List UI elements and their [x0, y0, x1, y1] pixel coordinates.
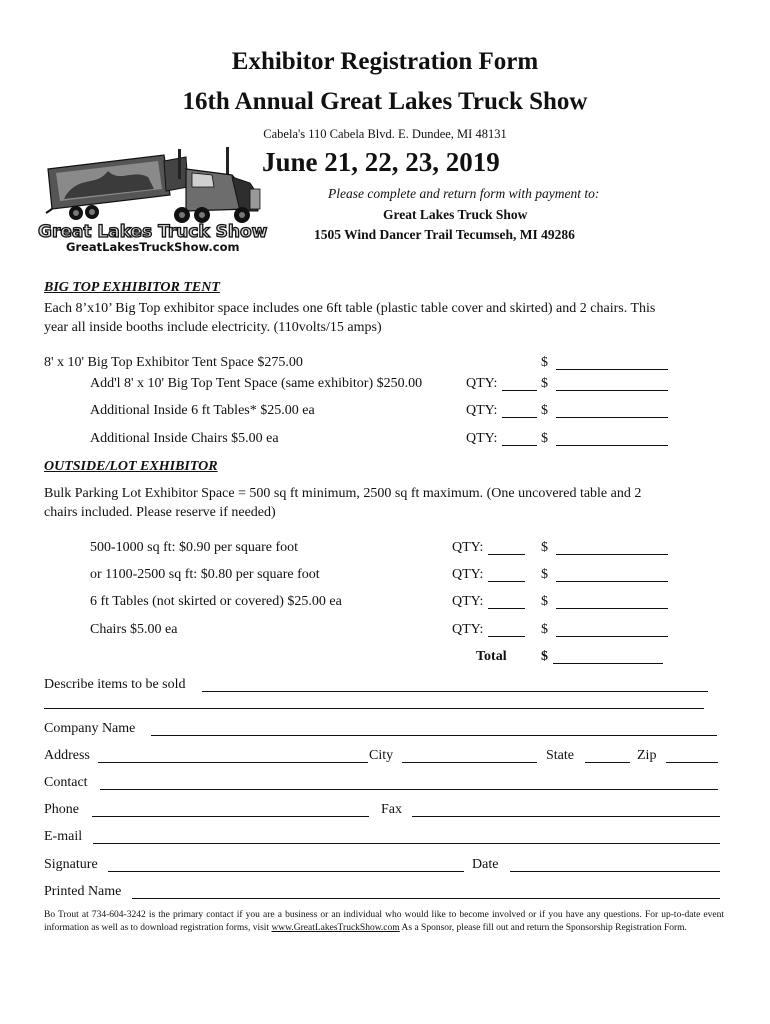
outside-500-1000-amount-field[interactable] — [556, 554, 668, 555]
outside-1100-2500-amount-field[interactable] — [556, 581, 668, 582]
qty-label: QTY: — [452, 622, 484, 637]
fax-label: Fax — [381, 802, 402, 817]
big-top-tables-qty-field[interactable] — [502, 417, 537, 418]
phone-label: Phone — [44, 802, 79, 817]
qty-label: QTY: — [466, 376, 498, 391]
outside-description-2: chairs included. Please reserve if needed) — [44, 505, 276, 520]
outside-item-1100-2500: or 1100-2500 sq ft: $0.80 per square foot — [90, 567, 320, 582]
truck-show-logo — [36, 147, 276, 255]
contact-label: Contact — [44, 775, 88, 790]
describe-items-field-line-2[interactable] — [44, 708, 704, 709]
form-title: Exhibitor Registration Form — [231, 48, 539, 75]
outside-tables-amount-field[interactable] — [556, 608, 668, 609]
state-field[interactable] — [585, 762, 630, 763]
dollar-sign: $ — [541, 649, 548, 664]
company-name-label: Company Name — [44, 721, 136, 736]
outside-500-1000-qty-field[interactable] — [488, 554, 525, 555]
dollar-sign: $ — [541, 431, 548, 446]
phone-field[interactable] — [92, 816, 369, 817]
signature-label: Signature — [44, 857, 98, 872]
date-label: Date — [472, 857, 499, 872]
dollar-sign: $ — [541, 540, 548, 555]
outside-chairs-amount-field[interactable] — [556, 636, 668, 637]
big-top-description-2: year all inside booths include electricity. (110volts/15 amps) — [44, 320, 382, 335]
fax-field[interactable] — [412, 816, 720, 817]
outside-item-tables: 6 ft Tables (not skirted or covered) $25.00 ea — [90, 594, 342, 609]
city-label: City — [369, 748, 394, 763]
logo-url: GreatLakesTruckShow.com — [66, 240, 240, 254]
zip-label: Zip — [637, 748, 657, 763]
outside-heading: OUTSIDE/LOT EXHIBITOR — [44, 459, 218, 474]
big-top-item-tables: Additional Inside 6 ft Tables* $25.00 ea — [90, 403, 315, 418]
footer-text: Bo Trout at 734-604-3242 is the primary contact if you are a business or an individual who would like to become involved or if you have any questions. For up-to-date event information as well as to download registration forms, visit — [44, 910, 724, 933]
qty-label: QTY: — [452, 594, 484, 609]
outside-chairs-qty-field[interactable] — [488, 636, 525, 637]
total-amount-field[interactable] — [553, 663, 663, 664]
outside-tables-qty-field[interactable] — [488, 608, 525, 609]
dollar-sign: $ — [541, 567, 548, 582]
zip-field[interactable] — [666, 762, 718, 763]
qty-label: QTY: — [466, 403, 498, 418]
describe-items-field[interactable] — [202, 691, 708, 692]
qty-label: QTY: — [452, 567, 484, 582]
big-top-addl-space-qty-field[interactable] — [502, 390, 537, 391]
outside-1100-2500-qty-field[interactable] — [488, 581, 525, 582]
printed-name-label: Printed Name — [44, 884, 122, 899]
outside-description: Bulk Parking Lot Exhibitor Space = 500 sq ft minimum, 2500 sq ft maximum. (One uncovered table and 2 — [44, 486, 642, 501]
state-label: State — [546, 748, 574, 763]
footer-note — [44, 909, 724, 934]
city-field[interactable] — [402, 762, 537, 763]
big-top-addl-space-amount-field[interactable] — [556, 390, 668, 391]
address-label: Address — [44, 748, 90, 763]
dollar-sign: $ — [541, 355, 548, 370]
big-top-item-addl-space: Add'l 8' x 10' Big Top Tent Space (same exhibitor) $250.00 — [90, 376, 423, 391]
logo-text: Great Lakes Truck Show — [38, 222, 268, 242]
big-top-chairs-amount-field[interactable] — [556, 445, 668, 446]
printed-name-field[interactable] — [132, 898, 720, 899]
total-label: Total — [476, 649, 507, 664]
email-label: E-mail — [44, 829, 83, 844]
website-link[interactable]: www.GreatLakesTruckShow.com — [271, 922, 400, 933]
truck-icon — [36, 147, 276, 255]
dollar-sign: $ — [541, 376, 548, 391]
email-field[interactable] — [93, 843, 720, 844]
address-field[interactable] — [98, 762, 368, 763]
footer-text-end: As a Sponsor, please fill out and return the Sponsorship Registration Form. — [399, 922, 687, 933]
big-top-item-chairs: Additional Inside Chairs $5.00 ea — [90, 431, 279, 446]
big-top-description: Each 8’x10’ Big Top exhibitor space includes one 6ft table (plastic table cover and skirted) and 2 chairs. This — [44, 301, 656, 316]
dollar-sign: $ — [541, 403, 548, 418]
describe-items-label: Describe items to be sold — [44, 677, 186, 692]
company-name-field[interactable] — [151, 735, 717, 736]
return-instruction: Please complete and return form with payment to: — [328, 186, 600, 201]
return-address: 1505 Wind Dancer Trail Tecumseh, MI 49286 — [314, 227, 575, 242]
outside-item-500-1000: 500-1000 sq ft: $0.90 per square foot — [90, 540, 299, 555]
venue-address: Cabela's 110 Cabela Blvd. E. Dundee, MI 48131 — [263, 127, 507, 141]
qty-label: QTY: — [466, 431, 498, 446]
qty-label: QTY: — [452, 540, 484, 555]
event-dates: June 21, 22, 23, 2019 — [262, 147, 500, 177]
signature-field[interactable] — [108, 871, 464, 872]
date-field[interactable] — [510, 871, 720, 872]
dollar-sign: $ — [541, 594, 548, 609]
dollar-sign: $ — [541, 622, 548, 637]
big-top-tables-amount-field[interactable] — [556, 417, 668, 418]
event-title: 16th Annual Great Lakes Truck Show — [182, 88, 588, 115]
outside-item-chairs: Chairs $5.00 ea — [90, 622, 178, 637]
return-name: Great Lakes Truck Show — [383, 207, 528, 222]
big-top-space-amount-field[interactable] — [556, 369, 668, 370]
contact-field[interactable] — [100, 789, 718, 790]
big-top-item-space: 8' x 10' Big Top Exhibitor Tent Space $275.00 — [44, 355, 303, 370]
big-top-chairs-qty-field[interactable] — [502, 445, 537, 446]
big-top-heading: BIG TOP EXHIBITOR TENT — [44, 280, 220, 295]
